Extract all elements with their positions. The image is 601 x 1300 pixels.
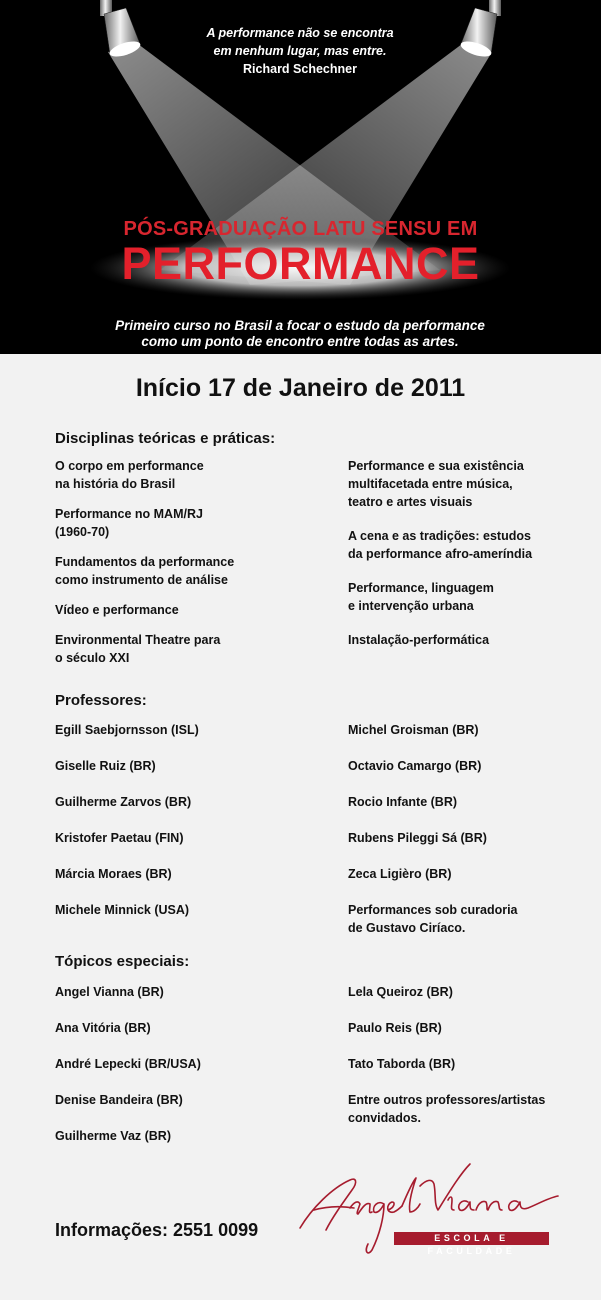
discipline-item: Performance, linguagem e intervenção urbana: [348, 581, 494, 613]
topic-item: Guilherme Vaz (BR): [55, 1129, 171, 1143]
tagline: [70, 318, 530, 350]
angel-vianna-logo: [292, 1150, 562, 1260]
start-date-heading: Início 17 de Janeiro de 2011: [135, 374, 466, 402]
topic-item: Denise Bandeira (BR): [55, 1093, 183, 1107]
professor-item: Márcia Moraes (BR): [55, 867, 172, 881]
professor-item: Michel Groisman (BR): [348, 723, 479, 737]
professor-item: Michele Minnick (USA): [55, 903, 190, 917]
quote-line-1: A performance não se encontra: [206, 26, 394, 40]
discipline-item: A cena e as tradições: estudos da performance afro-ameríndia: [348, 529, 533, 561]
tagline-line-1: Primeiro curso no Brasil a focar o estudo da performance: [115, 318, 485, 333]
professor-item: Kristofer Paetau (FIN): [55, 831, 184, 845]
professor-item: Guilherme Zarvos (BR): [55, 795, 192, 809]
discipline-item: Performance no MAM/RJ (1960-70): [55, 507, 203, 539]
contact-info: Informações: 2551 0099: [55, 1220, 259, 1240]
discipline-item: Fundamentos da performance como instrumento de análise: [55, 555, 235, 587]
discipline-item: Environmental Theatre para o século XXI: [55, 633, 221, 665]
quote-line-2: em nenhum lugar, mas entre.: [213, 44, 387, 58]
course-title: PERFORMANCE: [121, 238, 480, 289]
logo-band: [394, 1232, 549, 1256]
tagline-line-2: como um ponto de encontro entre todas as artes.: [141, 334, 459, 349]
logo-band-label: ESCOLA E FACULDADE: [427, 1233, 516, 1256]
course-subtitle: PÓS-GRADUAÇÃO LATU SENSU EM: [123, 218, 478, 240]
topics-heading: Tópicos especiais:: [55, 953, 190, 970]
topic-item: Angel Vianna (BR): [55, 985, 164, 999]
discipline-item: Performance e sua existência multifacetada entre música, teatro e artes visuais: [348, 459, 524, 509]
professor-item: Rocio Infante (BR): [348, 795, 458, 809]
professor-item: Giselle Ruiz (BR): [55, 759, 156, 773]
discipline-item: O corpo em performance na história do Brasil: [55, 459, 204, 491]
hero-banner: [0, 0, 601, 354]
professor-item: Octavio Camargo (BR): [348, 759, 482, 773]
professor-item: Rubens Pileggi Sá (BR): [348, 831, 487, 845]
professor-item: Performances sob curadoria de Gustavo Ciríaco.: [348, 903, 518, 935]
topic-item: Lela Queiroz (BR): [348, 985, 453, 999]
topic-item: André Lepecki (BR/USA): [55, 1057, 201, 1071]
professors-heading: Professores:: [55, 692, 147, 709]
discipline-item: Instalação-performática: [348, 633, 490, 647]
topic-item: Entre outros professores/artistas convidados.: [348, 1093, 546, 1125]
topic-item: Ana Vitória (BR): [55, 1021, 151, 1035]
disciplines-heading: Disciplinas teóricas e práticas:: [55, 430, 276, 447]
topic-item: Tato Taborda (BR): [348, 1057, 456, 1071]
epigraph-quote: [150, 24, 450, 78]
discipline-item: Vídeo e performance: [55, 603, 179, 617]
professor-item: Egill Saebjornsson (ISL): [55, 723, 199, 737]
quote-author: Richard Schechner: [243, 62, 357, 76]
topic-item: Paulo Reis (BR): [348, 1021, 442, 1035]
professor-item: Zeca Ligièro (BR): [348, 867, 452, 881]
